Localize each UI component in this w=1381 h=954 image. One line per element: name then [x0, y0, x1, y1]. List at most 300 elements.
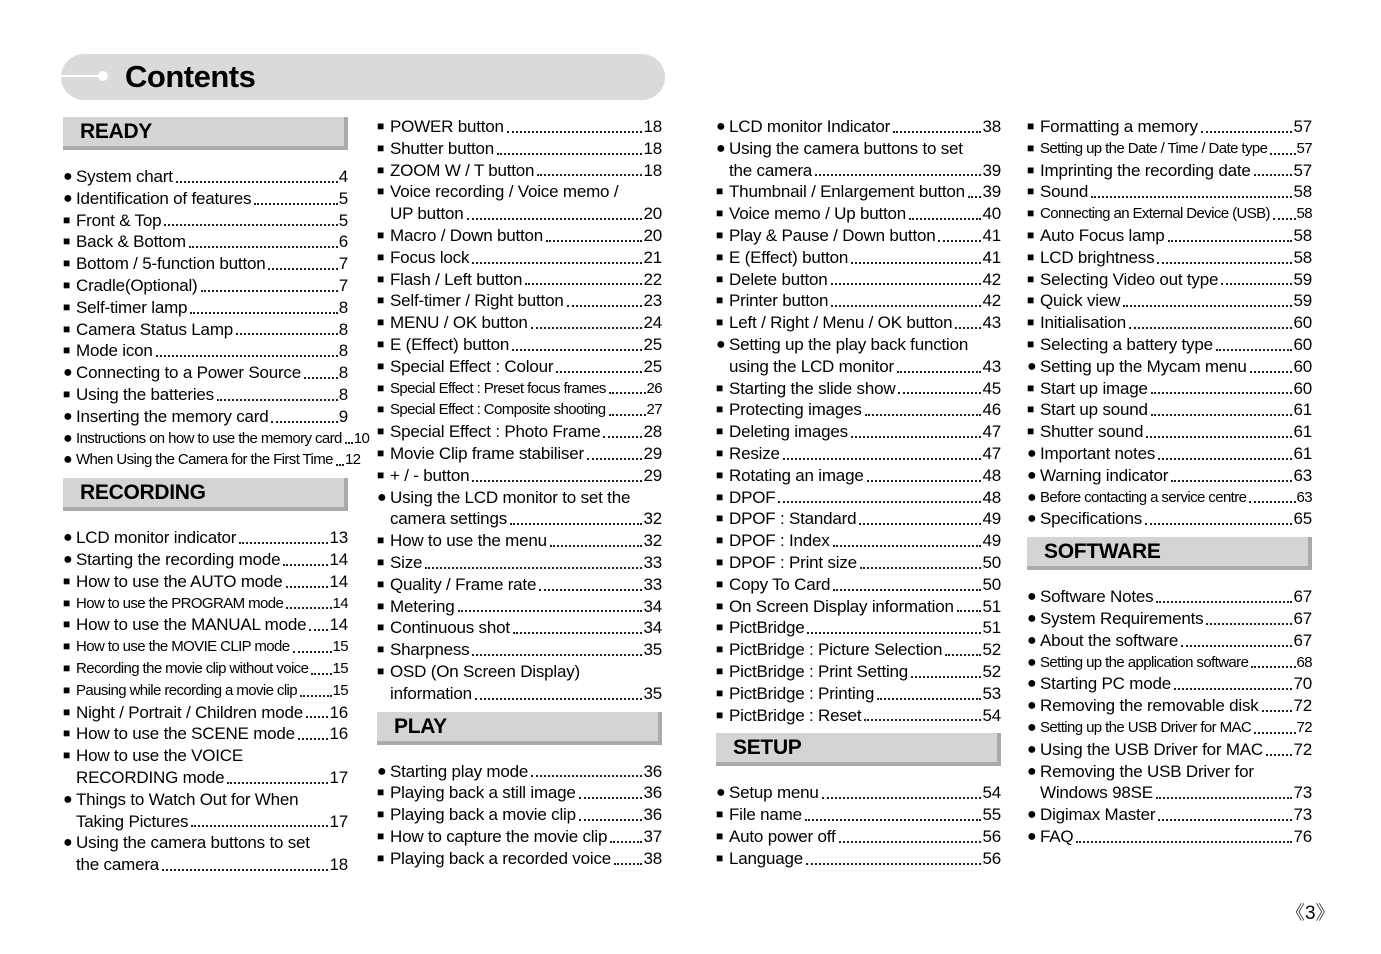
dot-leader [1157, 262, 1292, 264]
toc-entry[interactable] [1027, 181, 1312, 203]
toc-entry[interactable] [377, 290, 662, 312]
toc-entry[interactable] [377, 269, 662, 291]
toc-entry-label: Pausing while recording a movie clip [76, 681, 298, 699]
toc-entry[interactable] [377, 848, 662, 870]
toc-entry-label: Setting up the play back function [729, 334, 969, 354]
dot-leader [156, 355, 338, 357]
toc-entry-page: 45 [982, 378, 1001, 398]
dot-leader [968, 196, 982, 198]
bullet-square-icon: ■ [377, 315, 385, 330]
toc-entry-label: Warning indicator [1040, 465, 1169, 485]
dot-leader [938, 240, 981, 242]
bullet-dot-icon: ● [716, 139, 726, 157]
toc-entry-label: How to use the MOVIE CLIP mode [76, 638, 290, 656]
bullet-square-icon: ■ [63, 726, 71, 741]
toc-entry-label: E (Effect) button [390, 334, 510, 354]
toc-entry-page: 43 [982, 356, 1001, 376]
toc-entry-page: 57 [1293, 160, 1312, 180]
toc-entry-label: Sound [1040, 182, 1089, 202]
toc-entry-page: 50 [982, 552, 1001, 572]
toc-entry-label: + / - button [390, 465, 470, 485]
dot-leader [227, 782, 328, 784]
toc-entry[interactable] [716, 596, 1001, 618]
page-number: 《3》 [1286, 903, 1335, 924]
toc-entry[interactable] [63, 702, 348, 724]
toc-entry[interactable] [1027, 334, 1312, 356]
dot-leader [815, 174, 981, 176]
toc-entry[interactable] [63, 549, 348, 571]
toc-entry-label: DPOF : Index [729, 531, 830, 551]
toc-entry-page: 72 [1293, 739, 1312, 759]
dot-leader [865, 414, 982, 416]
dot-leader [1156, 601, 1292, 603]
bullet-square-icon: ■ [716, 271, 724, 286]
toc-entry-page: 28 [643, 422, 662, 442]
toc-entry-label: Back & Bottom [76, 232, 186, 252]
toc-entry-label: DPOF [729, 487, 776, 507]
bullet-dot-icon: ● [716, 118, 726, 135]
bullet-square-icon: ■ [716, 206, 724, 221]
dot-leader [336, 464, 344, 466]
section-heading-play: PLAY [377, 712, 662, 745]
dot-leader [286, 607, 331, 609]
bullet-square-icon: ■ [377, 663, 385, 678]
toc-entry-label: Quick view [1040, 291, 1121, 311]
toc-entry-label: Language [729, 848, 804, 868]
toc-entry[interactable] [377, 181, 662, 225]
toc-entry-page: 35 [643, 683, 662, 703]
toc-entry[interactable] [63, 384, 348, 406]
toc-entry-label: Software Notes [1040, 587, 1154, 607]
toc-entry-page: 7 [338, 254, 348, 274]
toc-entry[interactable] [716, 508, 1001, 530]
bullet-dot-icon: ● [1027, 675, 1037, 693]
toc-entry[interactable] [716, 247, 1001, 269]
dot-leader [851, 436, 982, 438]
dot-leader [472, 262, 642, 264]
dot-leader [537, 174, 642, 176]
toc-entry[interactable] [1027, 695, 1312, 717]
toc-entry-page: 67 [1293, 630, 1312, 650]
toc-entry[interactable] [377, 116, 662, 138]
toc-entry[interactable] [377, 639, 662, 661]
toc-entry-label: Using the camera buttons to set [729, 138, 963, 158]
toc-entry[interactable] [716, 312, 1001, 334]
toc-entry[interactable] [716, 116, 1001, 138]
toc-entry-label: LCD brightness [1040, 247, 1155, 267]
toc-entry-page: 15 [332, 681, 348, 699]
toc-entry-label: Inserting the memory card [76, 406, 269, 426]
toc-entry-page: 60 [1293, 378, 1312, 398]
toc-entry-page: 15 [332, 638, 348, 656]
toc-entry[interactable] [1027, 608, 1312, 630]
toc-entry[interactable] [377, 421, 662, 443]
toc-entry[interactable] [377, 661, 662, 705]
toc-entry-page: 54 [982, 705, 1001, 725]
toc-entry[interactable] [63, 449, 361, 471]
toc-entry[interactable] [716, 290, 1001, 312]
dot-leader [1249, 501, 1295, 503]
toc-entry[interactable] [377, 356, 662, 378]
toc-entry[interactable] [63, 166, 348, 188]
toc-entry-page: 20 [643, 204, 662, 224]
bullet-square-icon: ■ [63, 299, 71, 314]
bullet-square-icon: ■ [716, 828, 724, 843]
toc-entry[interactable] [1027, 247, 1312, 269]
toc-entry-label: Voice recording / Voice memo / [390, 182, 619, 202]
toc-entry[interactable] [716, 639, 1001, 661]
bullet-dot-icon: ● [1027, 488, 1037, 506]
toc-entry[interactable] [716, 421, 1001, 443]
toc-entry-label: Copy To Card [729, 574, 831, 594]
toc-entry-label: Setup menu [729, 783, 819, 803]
dot-leader [286, 586, 329, 588]
toc-entry[interactable] [1027, 508, 1312, 530]
toc-entry[interactable] [63, 658, 348, 680]
bullet-dot-icon: ● [1027, 653, 1037, 671]
toc-entry[interactable] [1027, 421, 1312, 443]
toc-entry[interactable] [1027, 652, 1312, 674]
dot-leader [546, 240, 642, 242]
toc-entry[interactable] [716, 530, 1001, 552]
dot-leader [897, 371, 982, 373]
toc-entry[interactable] [377, 443, 662, 465]
dot-leader [783, 458, 982, 460]
bullet-square-icon: ■ [1027, 315, 1035, 330]
toc-entry[interactable] [377, 596, 662, 618]
bullet-dot-icon: ● [63, 834, 73, 852]
toc-entry-label: PictBridge : Print Setting [729, 661, 909, 681]
toc-entry[interactable] [63, 188, 348, 210]
toc-entry[interactable] [1027, 465, 1312, 487]
toc-entry-label: Connecting to a Power Source [76, 363, 301, 383]
dot-leader [867, 480, 982, 482]
toc-entry-page: 41 [982, 247, 1001, 267]
toc-entry-label: Using the batteries [76, 384, 214, 404]
toc-entry-page: 57 [1293, 117, 1312, 136]
dot-leader [1254, 174, 1293, 176]
toc-entry[interactable] [1027, 269, 1312, 291]
dot-leader [609, 392, 646, 394]
toc-entry[interactable] [716, 334, 1001, 378]
bullet-square-icon: ■ [1027, 206, 1034, 221]
toc-entry-page: 76 [1293, 826, 1312, 846]
toc-entry-label: the camera [76, 855, 160, 875]
toc-entry-label: When Using the Camera for the First Time [76, 451, 333, 469]
toc-entry[interactable] [716, 181, 1001, 203]
dot-leader [236, 333, 338, 335]
toc-entry[interactable] [377, 761, 662, 783]
toc-entry-page: 48 [982, 465, 1001, 485]
toc-entry[interactable] [1027, 739, 1312, 761]
toc-entry-page: 16 [329, 702, 348, 722]
dot-leader [864, 719, 981, 721]
toc-entry-label: Playing back a movie clip [390, 805, 576, 825]
dot-leader [507, 131, 643, 133]
toc-entry-label: Macro / Down button [390, 225, 544, 245]
toc-entry[interactable] [1027, 203, 1312, 225]
bullet-square-icon: ■ [716, 554, 724, 569]
toc-entry[interactable] [716, 378, 1001, 400]
dot-leader [1091, 196, 1292, 198]
toc-entry-label: Setting up the application software [1040, 653, 1249, 671]
toc-entry[interactable] [63, 745, 348, 789]
toc-entry[interactable] [377, 782, 662, 804]
toc-entry-page: 41 [982, 225, 1001, 245]
toc-entry[interactable] [377, 378, 662, 400]
dot-leader [833, 589, 981, 591]
toc-entry[interactable] [377, 138, 662, 160]
toc-entry[interactable] [63, 297, 348, 319]
bullet-square-icon: ■ [377, 336, 385, 351]
toc-entry[interactable] [63, 362, 348, 384]
toc-entry-label: Thumbnail / Enlargement button [729, 182, 965, 202]
dot-leader [1076, 841, 1292, 843]
toc-entry-page: 73 [1293, 805, 1312, 825]
toc-entry-page: 43 [982, 313, 1001, 333]
toc-entry[interactable] [377, 160, 662, 182]
bullet-dot-icon: ● [1027, 466, 1037, 484]
toc-entry-label: Focus lock [390, 247, 470, 267]
toc-entry[interactable] [1027, 586, 1312, 608]
toc-entry-page: 70 [1293, 674, 1312, 694]
bullet-square-icon: ■ [63, 277, 71, 292]
toc-entry-label: RECORDING mode [76, 767, 225, 787]
dot-leader [300, 695, 331, 697]
bullet-square-icon: ■ [1027, 402, 1035, 417]
toc-entry[interactable] [716, 399, 1001, 421]
toc-entry[interactable] [1027, 673, 1312, 695]
toc-entry[interactable] [716, 574, 1001, 596]
toc-entry[interactable] [377, 804, 662, 826]
toc-entry[interactable] [377, 334, 662, 356]
toc-entry[interactable] [1027, 487, 1312, 509]
toc-entry-label: MENU / OK button [390, 313, 528, 333]
bullet-dot-icon: ● [1027, 444, 1037, 462]
toc-entry[interactable] [377, 617, 662, 639]
toc-entry[interactable] [63, 231, 348, 253]
bullet-square-icon: ■ [716, 315, 724, 330]
section-heading-ready: READY [63, 117, 348, 150]
toc-column-2 [377, 116, 662, 870]
toc-entry-page: 39 [982, 182, 1001, 202]
toc-entry[interactable] [716, 225, 1001, 247]
toc-entry-page: 58 [1296, 205, 1312, 223]
toc-entry[interactable] [716, 705, 1001, 727]
toc-entry[interactable] [716, 465, 1001, 487]
toc-entry-page: 68 [1296, 653, 1312, 671]
toc-entry[interactable] [63, 406, 348, 428]
toc-entry[interactable] [63, 571, 348, 593]
toc-entry-label: Size [390, 552, 423, 572]
toc-entry[interactable] [716, 552, 1001, 574]
toc-entry-label: DPOF : Print size [729, 552, 857, 572]
toc-entry-label: Voice memo / Up button [729, 204, 907, 224]
dot-leader [1216, 349, 1293, 351]
toc-entry[interactable] [716, 848, 1001, 870]
toc-entry-page: 57 [1296, 139, 1312, 157]
dot-leader [1151, 414, 1293, 416]
toc-entry-label: PictBridge : Printing [729, 683, 875, 703]
toc-entry[interactable] [1027, 804, 1312, 826]
dot-leader [1221, 283, 1292, 285]
toc-entry[interactable] [1027, 443, 1312, 465]
toc-entry[interactable] [63, 680, 348, 702]
dot-leader [271, 421, 337, 423]
toc-entry[interactable] [63, 527, 348, 549]
toc-entry[interactable] [63, 319, 348, 341]
bullet-square-icon: ■ [716, 576, 724, 591]
toc-entry[interactable] [377, 552, 662, 574]
toc-entry[interactable] [1027, 312, 1312, 334]
toc-entry[interactable] [377, 487, 662, 531]
toc-entry[interactable] [377, 574, 662, 596]
toc-entry-page: 18 [643, 138, 662, 158]
toc-entry[interactable] [1027, 399, 1312, 421]
toc-entry[interactable] [377, 312, 662, 334]
toc-entry[interactable] [1027, 116, 1312, 138]
toc-entry-page: 51 [982, 618, 1001, 638]
dot-leader [1262, 710, 1293, 712]
toc-entry[interactable] [377, 225, 662, 247]
toc-entry-label: Mode icon [76, 341, 153, 361]
toc-entry-page: 38 [982, 117, 1001, 136]
toc-entry-label: Auto power off [729, 826, 836, 846]
toc-entry[interactable] [377, 826, 662, 848]
toc-entry[interactable] [716, 804, 1001, 826]
dot-leader [1254, 732, 1295, 734]
toc-entry[interactable] [716, 661, 1001, 683]
toc-entry[interactable] [63, 593, 348, 615]
toc-entry[interactable] [63, 340, 348, 362]
toc-entry[interactable] [1027, 378, 1312, 400]
toc-entry[interactable] [716, 617, 1001, 639]
toc-entry[interactable] [716, 826, 1001, 848]
toc-entry[interactable] [1027, 761, 1312, 805]
bullet-square-icon: ■ [716, 445, 724, 460]
toc-entry[interactable] [716, 269, 1001, 291]
toc-entry-label: information [390, 683, 472, 703]
bullet-square-icon: ■ [377, 380, 384, 395]
toc-entry[interactable] [63, 210, 348, 232]
bullet-dot-icon: ● [1027, 609, 1037, 627]
toc-entry[interactable] [63, 636, 348, 658]
toc-entry-page: 61 [1293, 422, 1312, 442]
toc-entry[interactable] [63, 723, 348, 745]
toc-entry[interactable] [63, 275, 348, 297]
toc-entry-page: 33 [643, 574, 662, 594]
toc-entry[interactable] [716, 138, 1001, 182]
toc-entry-page: 33 [643, 552, 662, 572]
bullet-square-icon: ■ [377, 358, 385, 373]
bullet-square-icon: ■ [1027, 380, 1035, 395]
toc-entry[interactable] [63, 253, 348, 275]
dot-leader [805, 819, 982, 821]
bullet-square-icon: ■ [377, 576, 385, 591]
toc-entry-label: Setting up the Date / Time / Date type [1040, 139, 1268, 157]
dot-leader [806, 863, 981, 865]
toc-entry-label: Starting PC mode [1040, 674, 1171, 694]
toc-entry[interactable] [716, 487, 1001, 509]
toc-entry-page: 12 [344, 451, 361, 469]
bullet-square-icon: ■ [63, 343, 71, 358]
toc-entry[interactable] [1027, 138, 1312, 160]
toc-entry[interactable] [63, 428, 370, 450]
toc-entry-page: 5 [338, 210, 348, 230]
toc-entry-label: Deleting images [729, 422, 848, 442]
bullet-square-icon: ■ [377, 850, 385, 865]
toc-entry-page: 37 [643, 826, 662, 846]
toc-entry-label: Shutter button [390, 138, 494, 158]
bullet-square-icon: ■ [1027, 293, 1035, 308]
toc-entry[interactable] [63, 614, 348, 636]
toc-entry[interactable] [1027, 290, 1312, 312]
toc-entry[interactable] [716, 203, 1001, 225]
bullet-square-icon: ■ [63, 704, 71, 719]
toc-entry-label: Protecting images [729, 400, 862, 420]
toc-entry-label: How to use the VOICE [76, 746, 244, 766]
dot-leader [1273, 218, 1296, 220]
toc-entry-label: Cradle(Optional) [76, 275, 198, 295]
toc-entry[interactable] [377, 530, 662, 552]
bullet-dot-icon: ● [63, 407, 73, 425]
toc-entry-page: 21 [643, 247, 662, 267]
dot-leader [610, 841, 642, 843]
toc-entry-label: Printer button [729, 291, 829, 311]
toc-entry[interactable] [1027, 356, 1312, 378]
dot-leader [839, 841, 982, 843]
toc-entry[interactable] [716, 683, 1001, 705]
bullet-dot-icon: ● [716, 784, 726, 802]
toc-entry-label: Quality / Frame rate [390, 574, 537, 594]
toc-entry[interactable] [1027, 826, 1312, 848]
toc-entry[interactable] [1027, 225, 1312, 247]
toc-entry-label: UP button [390, 204, 464, 224]
toc-entry-label: Things to Watch Out for When [76, 789, 299, 809]
toc-entry-label: Initialisation [1040, 313, 1127, 333]
toc-entry[interactable] [1027, 717, 1312, 739]
bullet-dot-icon: ● [1027, 588, 1037, 606]
toc-entry-label: How to use the MANUAL mode [76, 615, 307, 635]
toc-entry-label: Delete button [729, 269, 828, 289]
toc-entry-page: 10 [353, 429, 370, 447]
toc-entry-label: File name [729, 805, 802, 825]
bullet-square-icon: ■ [1027, 119, 1035, 133]
toc-entry[interactable] [1027, 630, 1312, 652]
bullet-square-icon: ■ [377, 140, 385, 155]
dot-leader [614, 863, 642, 865]
bullet-dot-icon: ● [1027, 740, 1037, 758]
toc-entry[interactable] [1027, 160, 1312, 182]
toc-entry[interactable] [716, 443, 1001, 465]
toc-entry-page: 16 [329, 724, 348, 744]
dot-leader [425, 567, 642, 569]
toc-entry[interactable] [63, 789, 348, 833]
bullet-square-icon: ■ [377, 119, 385, 133]
toc-entry-label: Using the camera buttons to set [76, 833, 310, 853]
toc-entry[interactable] [377, 399, 662, 421]
bullet-dot-icon: ● [63, 550, 73, 568]
toc-entry[interactable] [377, 247, 662, 269]
toc-entry-label: PictBridge : Reset [729, 705, 862, 725]
toc-entry-page: 5 [338, 188, 348, 208]
toc-entry[interactable] [377, 465, 662, 487]
toc-entry-page: 25 [643, 356, 662, 376]
toc-entry[interactable] [63, 832, 348, 876]
toc-entry-page: 18 [643, 117, 662, 136]
toc-entry-page: 26 [646, 379, 662, 397]
toc-entry[interactable] [716, 782, 1001, 804]
